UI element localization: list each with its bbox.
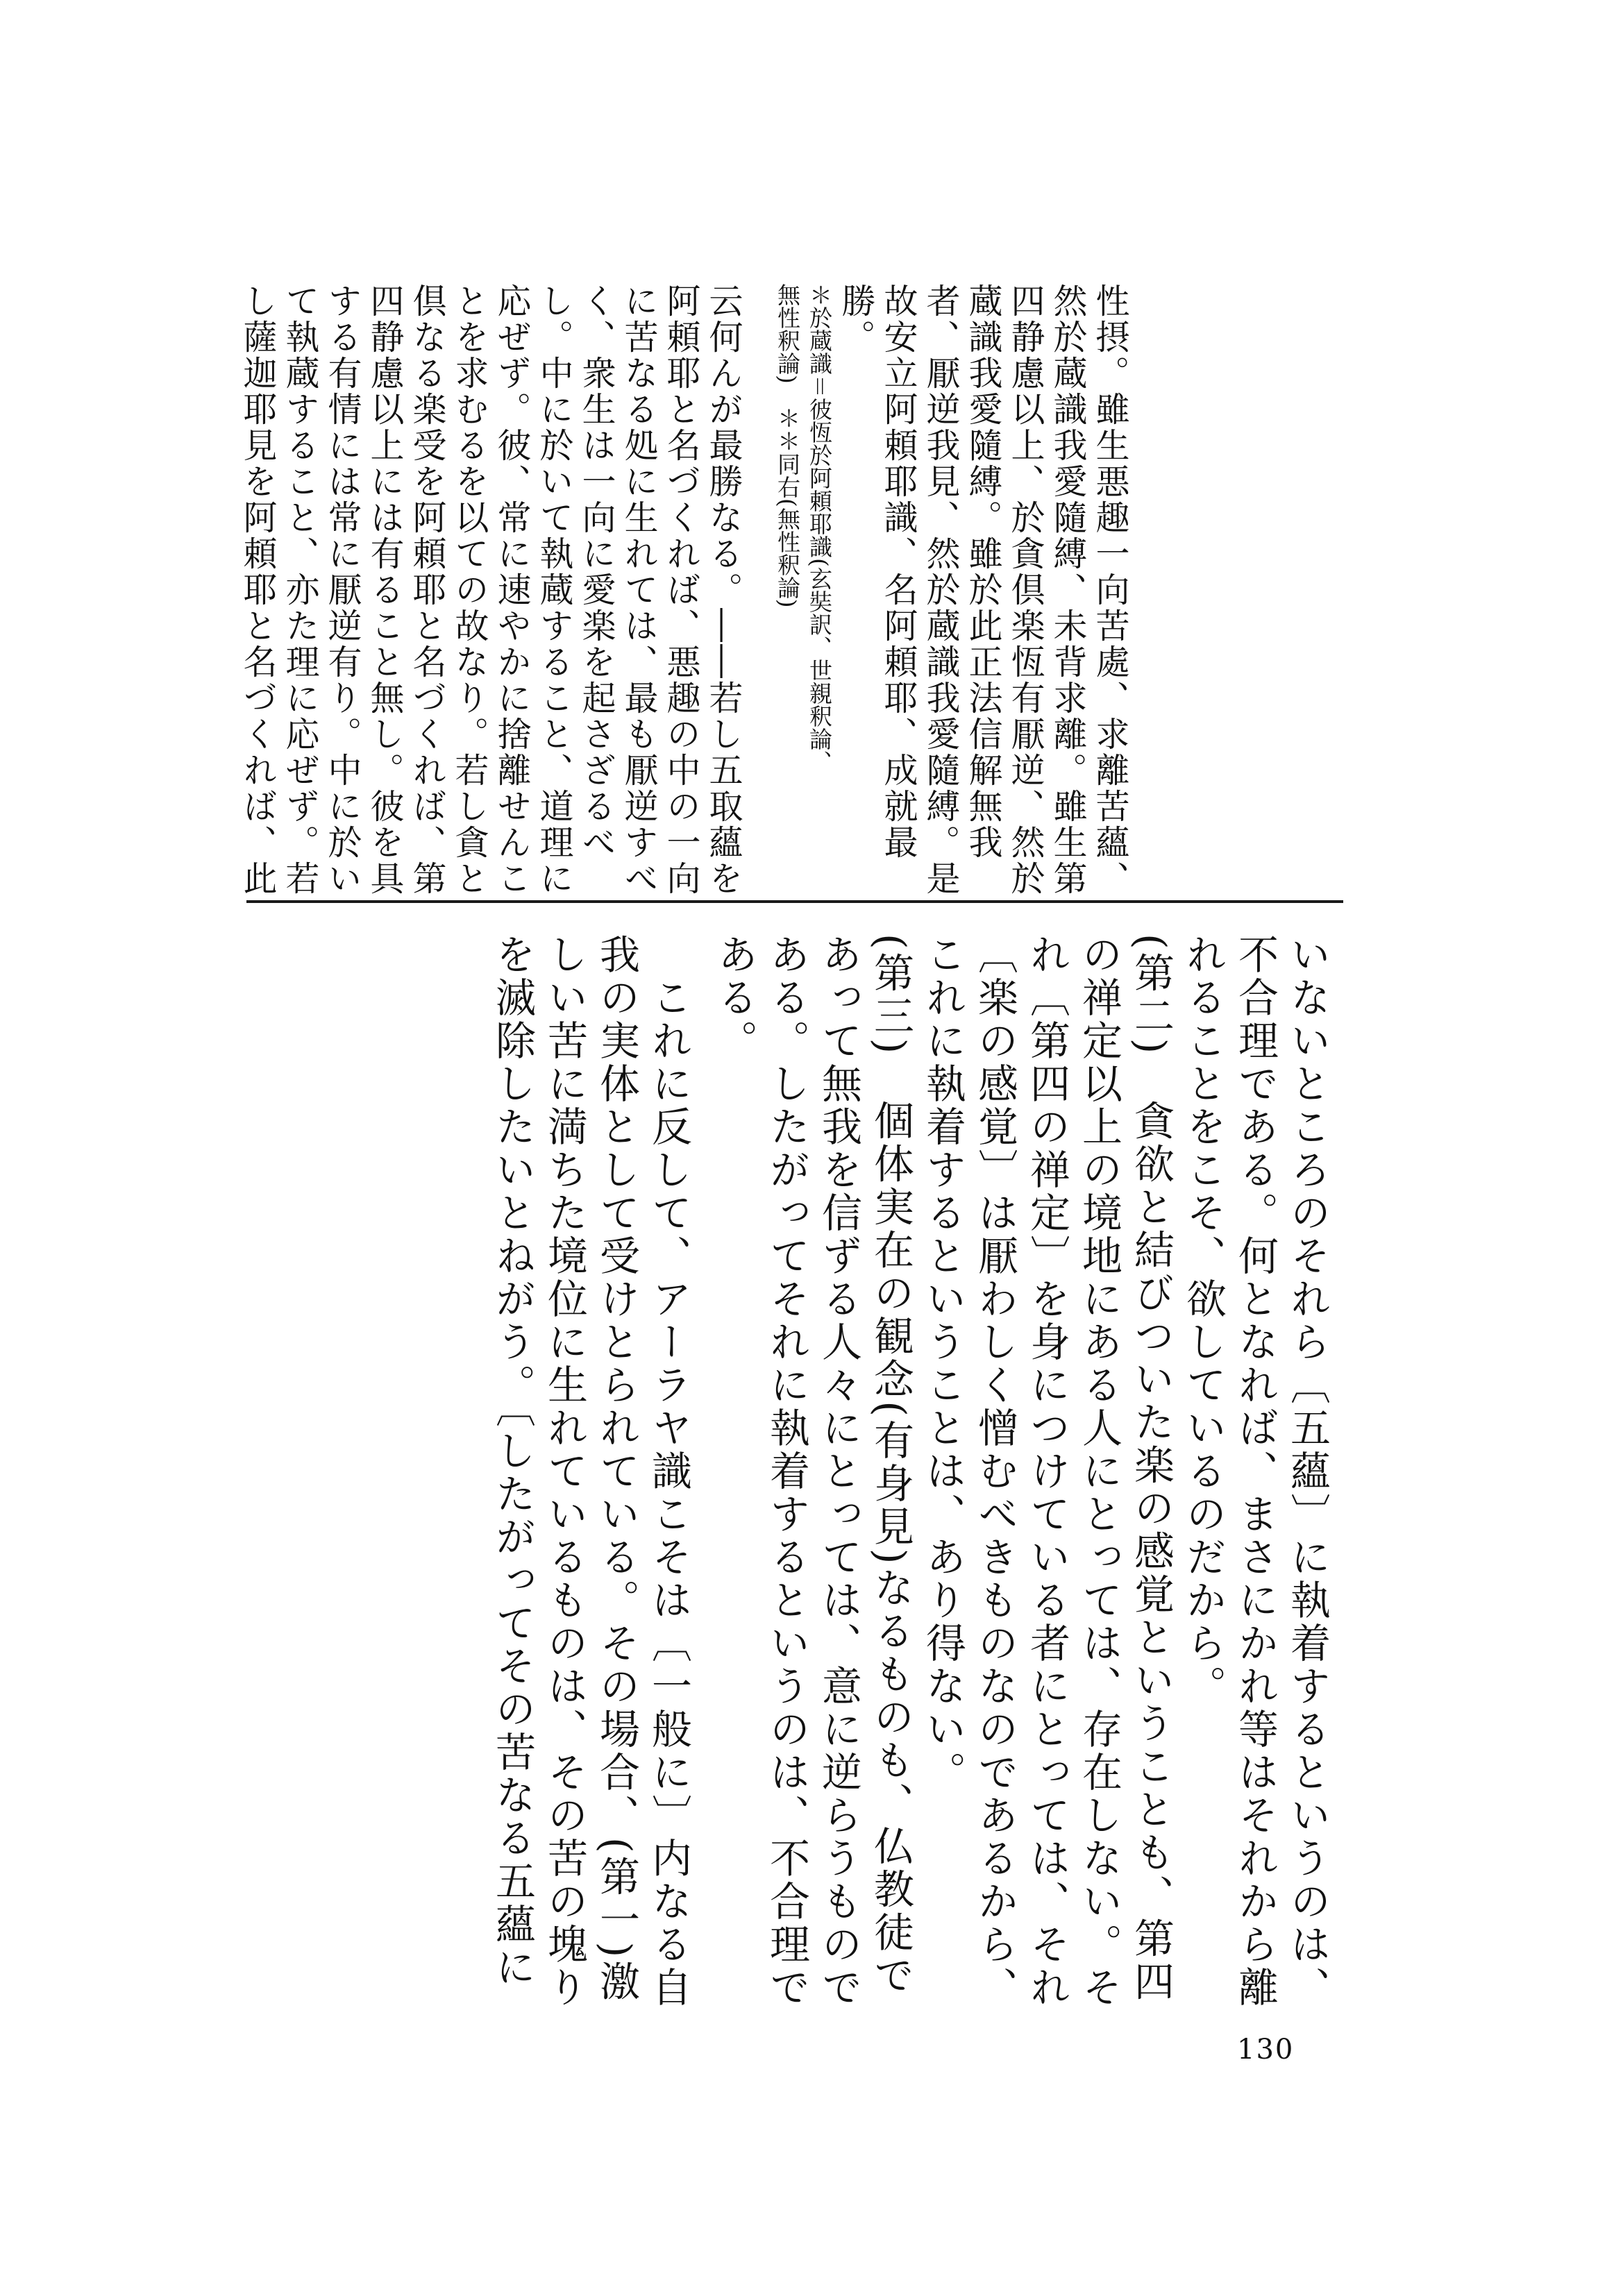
translation-column: ある。したがってそれに執着するというのは、不合理で: [763, 934, 810, 2009]
translation-column: 我の実体として受けとられている。その場合、(第一)激: [593, 934, 640, 2004]
classical-column: 然於蔵識我愛隨縛、未背求離。雖生第: [1048, 283, 1088, 897]
translation-column: あって無我を信ずる人々にとっては、意に逆らうもので: [815, 934, 862, 2009]
paragraph-gap: [694, 934, 708, 2016]
kundoku-column: とを求むるを以ての故なり。若し貪と: [450, 283, 489, 897]
translation-column: れることをこそ、欲しているのだから。: [1179, 934, 1227, 1708]
footnote: ＊於蔵識＝彼恆於阿頼耶識(玄奘訳、世親釈論、: [806, 283, 833, 773]
translation-text-block: [222, 934, 1333, 2016]
page-number: 130: [1237, 2034, 1295, 2066]
translation-column: (第二) 貪欲と結びついた楽の感覚ということも、第四: [1127, 934, 1175, 2004]
translation-column: (第三) 個体実在の観念(有身見)なるものも、仏教徒で: [867, 934, 914, 1998]
section-divider: [246, 900, 1343, 903]
translation-column: の禅定以上の境地にある人にとっては、存在しない。そ: [1075, 934, 1122, 2009]
classical-column: 故安立阿頼耶識、名阿頼耶、成就最: [879, 283, 918, 861]
translation-column: しい苦に満ちた境位に生れているものは、その苦の塊り: [541, 934, 588, 2009]
kundoku-column: する有情には常に厭逆有り。中に於い: [323, 283, 362, 897]
footnote: 無性釈論) ＊＊同右(無性釈論): [774, 283, 801, 608]
kundoku-column: し。中に於いて執蔵すること、道理に: [535, 283, 574, 897]
classical-text-block: [238, 283, 1132, 901]
kundoku-column: 倶なる楽受を阿頼耶と名づくれば、第: [407, 283, 447, 897]
kundoku-column: く、衆生は一向に愛楽を起さざるべ: [577, 283, 616, 861]
translation-column: これに反して、アーラヤ識こそは〔一般に〕内なる自: [645, 934, 692, 2009]
translation-column: 不合理である。何となれば、まさにかれ等はそれから離: [1231, 934, 1279, 2009]
classical-column: 勝。: [836, 283, 876, 355]
kundoku-column: 四静慮以上には有ること無し。彼を具: [365, 283, 405, 897]
classical-column: 性摂。雖生悪趣一向苦處、求離苦蘊、: [1091, 283, 1130, 897]
kundoku-column: 阿頼耶と名づくれば、悪趣の中の一向: [662, 283, 701, 897]
column-gap: [745, 283, 771, 901]
kundoku-column: に苦なる処に生れては、最も厭逆すべ: [619, 283, 659, 897]
translation-column: ある。: [711, 934, 758, 1063]
translation-column: これに執着するということは、あり得ない。: [919, 934, 966, 1794]
classical-column: 四静慮以上、於貪倶楽恆有厭逆、然於: [1006, 283, 1045, 897]
translation-column: を滅除したいとねがう。〔したがってその苦なる五蘊に: [489, 934, 536, 1989]
kundoku-column: し薩迦耶見を阿頼耶と名づくれば、此: [238, 283, 278, 897]
kundoku-column: 云何んが最勝なる。――若し五取蘊を: [704, 283, 743, 897]
classical-column: 者、厭逆我見、然於蔵識我愛隨縛。是: [921, 283, 961, 897]
translation-column: 〔楽の感覚〕は厭わしく憎むべきものなのであるから、: [971, 934, 1018, 2009]
translation-column: いないところのそれら〔五蘊〕に執着するというのは、: [1284, 934, 1331, 2009]
classical-column: 蔵識我愛隨縛。雖於此正法信解無我: [964, 283, 1003, 861]
kundoku-column: 応ぜず。彼、常に速やかに捨離せんこ: [492, 283, 532, 897]
kundoku-column: て執蔵すること、亦た理に応ぜず。若: [280, 283, 320, 897]
translation-column: れ〔第四の禅定〕を身につけている者にとっては、それ: [1023, 934, 1070, 2009]
